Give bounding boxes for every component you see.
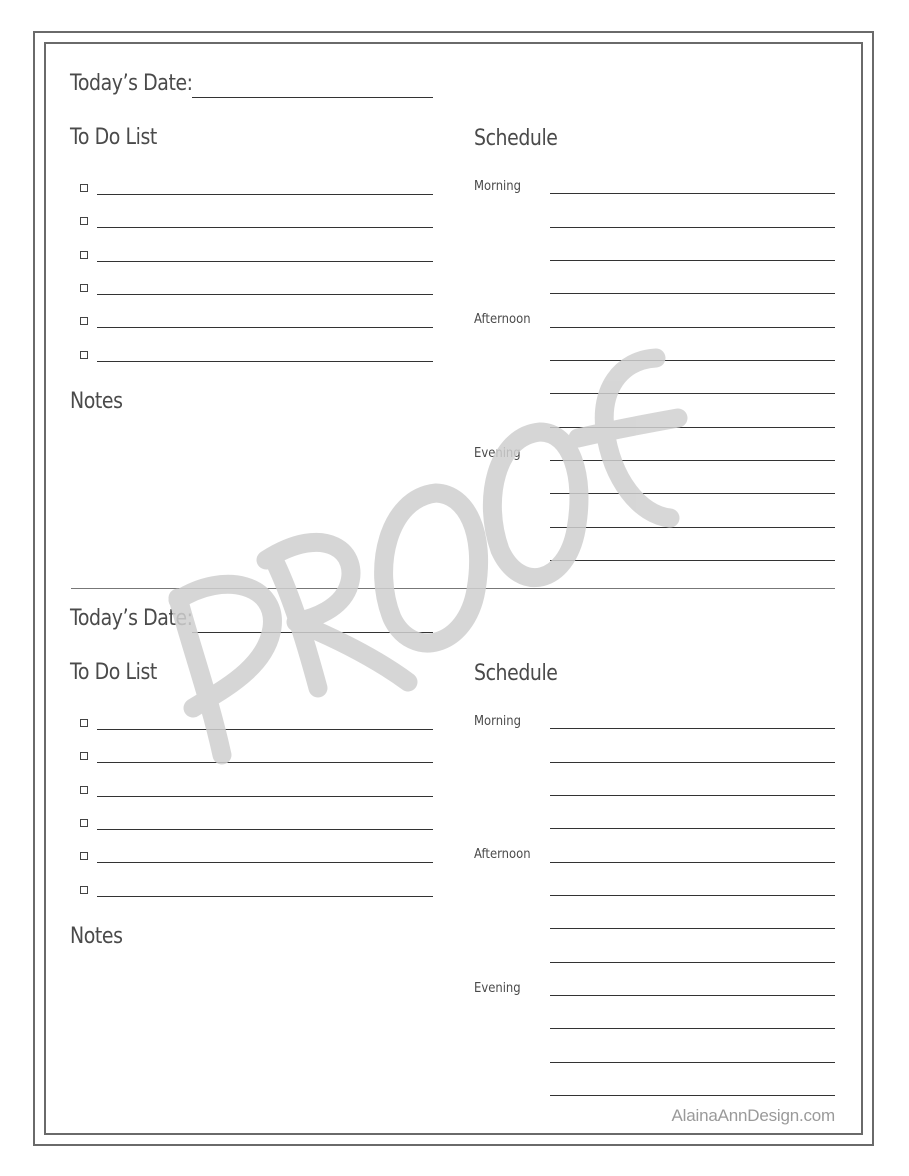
notes-heading: Notes [70, 924, 123, 949]
todo-line [97, 327, 433, 328]
todo-heading: To Do List [70, 125, 157, 150]
schedule-line[interactable] [550, 962, 835, 963]
todo-line [97, 796, 433, 797]
schedule-line[interactable] [550, 360, 835, 361]
schedule-line[interactable] [550, 828, 835, 829]
checkbox-icon[interactable] [80, 184, 88, 192]
todo-line [97, 361, 433, 362]
todo-line [97, 829, 433, 830]
schedule-line[interactable] [550, 527, 835, 528]
schedule-line[interactable] [550, 1062, 835, 1063]
period-label-afternoon: Afternoon [474, 311, 531, 327]
checkbox-icon[interactable] [80, 852, 88, 860]
todo-item[interactable] [80, 712, 433, 732]
date-input-line[interactable] [192, 97, 433, 98]
checkbox-icon[interactable] [80, 886, 88, 894]
period-label-morning: Morning [474, 178, 522, 194]
footer-credit: AlainaAnnDesign.com [671, 1106, 835, 1125]
checkbox-icon[interactable] [80, 719, 88, 727]
schedule-line[interactable] [550, 1028, 835, 1029]
todo-item[interactable] [80, 277, 433, 297]
checkbox-icon[interactable] [80, 317, 88, 325]
checkbox-icon[interactable] [80, 217, 88, 225]
planner-section-1 [0, 33, 909, 568]
schedule-line[interactable] [550, 493, 835, 494]
schedule-heading: Schedule [474, 661, 558, 686]
period-label-afternoon: Afternoon [474, 846, 531, 862]
todo-item[interactable] [80, 244, 433, 264]
todo-line [97, 862, 433, 863]
notes-heading: Notes [70, 389, 123, 414]
date-label: Today’s Date: [70, 71, 193, 96]
schedule-line[interactable] [550, 995, 835, 996]
todo-item[interactable] [80, 210, 433, 230]
checkbox-icon[interactable] [80, 752, 88, 760]
date-input-line[interactable] [192, 632, 433, 633]
schedule-line[interactable] [550, 762, 835, 763]
schedule-line[interactable] [550, 393, 835, 394]
schedule-line[interactable] [550, 895, 835, 896]
todo-line [97, 294, 433, 295]
checkbox-icon[interactable] [80, 786, 88, 794]
checkbox-icon[interactable] [80, 819, 88, 827]
todo-item[interactable] [80, 745, 433, 765]
todo-item[interactable] [80, 779, 433, 799]
period-label-morning: Morning [474, 713, 522, 729]
todo-line [97, 762, 433, 763]
todo-heading: To Do List [70, 660, 157, 685]
todo-line [97, 261, 433, 262]
schedule-line[interactable] [550, 293, 835, 294]
schedule-heading: Schedule [474, 126, 558, 151]
todo-item[interactable] [80, 310, 433, 330]
todo-item[interactable] [80, 177, 433, 197]
schedule-line[interactable] [550, 928, 835, 929]
schedule-line[interactable] [550, 1095, 835, 1096]
checkbox-icon[interactable] [80, 351, 88, 359]
todo-line [97, 194, 433, 195]
todo-item[interactable] [80, 845, 433, 865]
todo-line [97, 729, 433, 730]
schedule-line[interactable] [550, 227, 835, 228]
schedule-line[interactable] [550, 193, 835, 194]
schedule-line[interactable] [550, 795, 835, 796]
todo-item[interactable] [80, 879, 433, 899]
schedule-line[interactable] [550, 862, 835, 863]
todo-item[interactable] [80, 344, 433, 364]
schedule-line[interactable] [550, 327, 835, 328]
todo-line [97, 227, 433, 228]
checkbox-icon[interactable] [80, 251, 88, 259]
planner-section-2 [0, 568, 909, 1103]
period-label-evening: Evening [474, 445, 521, 461]
schedule-line[interactable] [550, 460, 835, 461]
date-label: Today’s Date: [70, 606, 193, 631]
todo-line [97, 896, 433, 897]
schedule-line[interactable] [550, 728, 835, 729]
checkbox-icon[interactable] [80, 284, 88, 292]
schedule-line[interactable] [550, 427, 835, 428]
schedule-line[interactable] [550, 560, 835, 561]
todo-item[interactable] [80, 812, 433, 832]
schedule-line[interactable] [550, 260, 835, 261]
period-label-evening: Evening [474, 980, 521, 996]
